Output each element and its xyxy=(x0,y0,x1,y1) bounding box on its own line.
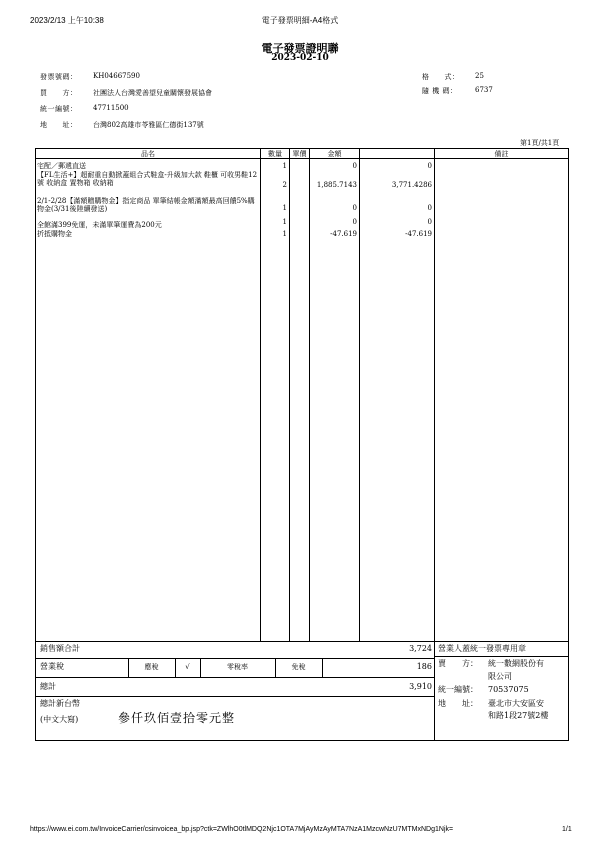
table-row-name: 2/1-2/28【滿額贈購物金】指定商品 單筆結帳金額滿額最高回饋5%購物金(3/31後陸續發送) xyxy=(37,197,255,213)
table-row-price: 1,885.7143 xyxy=(316,181,357,189)
invoice-date: 2023-02-10 xyxy=(271,53,329,63)
col-header-amount: 金額 xyxy=(327,150,342,158)
page-indicator: 第1頁/共1頁 xyxy=(520,139,560,147)
table-row-amount: 0 xyxy=(427,162,432,170)
taxable-check: √ xyxy=(185,663,190,671)
invoice-number: KH04667590 xyxy=(93,72,140,80)
table-row-qty: 1 xyxy=(282,204,287,212)
table-row-name: 折抵購物金 xyxy=(37,230,72,238)
seller-label: 賣 方： xyxy=(438,659,478,668)
tax-amount: 186 xyxy=(416,662,432,671)
table-row-qty: 1 xyxy=(282,162,287,170)
buyer-address-label: 地 址： xyxy=(40,121,78,129)
table-row-price: 0 xyxy=(352,162,357,170)
buyer-tax-id-label: 統一編號： xyxy=(40,105,78,113)
invoice-number-label: 發票號碼： xyxy=(40,73,78,81)
table-row-name: 宅配／郵遞直送 xyxy=(37,162,86,170)
table-row-name: 【FL生活+】超耐重自動掀蓋組合式鞋盒-升級加大款 鞋櫃 可收男鞋12號 收納盒 置物箱 收納箱 xyxy=(37,171,258,187)
table-row-amount: 0 xyxy=(427,218,432,226)
table-row-price: -47.619 xyxy=(330,230,357,238)
table-row-qty: 2 xyxy=(282,181,287,189)
total-ntd-label: 總計新台幣 xyxy=(40,699,80,708)
table-row-price: 0 xyxy=(352,218,357,226)
seller-name-line2: 限公司 xyxy=(488,672,512,681)
buyer-tax-id: 47711500 xyxy=(93,104,129,112)
sales-total: 3,724 xyxy=(409,644,432,653)
col-header-price: 單價 xyxy=(292,150,307,158)
print-url[interactable]: https://www.ei.com.tw/InvoiceCarrier/csinvoicea_bp.jsp?ctk=ZWlhO0tlMDQ2Njc1OTA7MjAyMzAyMTA7NzA1MzcwNzU7MTMxNDg1Njk= xyxy=(30,826,454,833)
buyer-label: 買 方： xyxy=(40,89,78,97)
table-row-qty: 1 xyxy=(282,218,287,226)
random-code-label: 隨 機 碼： xyxy=(422,87,458,95)
seller-tax-id-label: 統一編號： xyxy=(438,685,478,694)
sales-total-label: 銷售額合計 xyxy=(40,644,80,653)
seller-tax-id: 70537075 xyxy=(488,685,529,694)
table-row-price: 0 xyxy=(352,204,357,212)
total-label: 總計 xyxy=(40,682,56,691)
random-code: 6737 xyxy=(475,86,493,94)
col-header-note: 備註 xyxy=(494,150,509,158)
taxable-label: 應稅 xyxy=(144,663,159,671)
seller-address-line2: 和路1段27號2樓 xyxy=(488,711,549,720)
zero-rate-label: 零稅率 xyxy=(227,663,248,671)
table-row-amount: 3,771.4286 xyxy=(391,181,432,189)
seller-address-line1: 臺北市大安區安 xyxy=(488,699,544,708)
print-page-count: 1/1 xyxy=(562,826,572,833)
stamp-title: 營業人蓋統一發票專用章 xyxy=(438,644,526,653)
print-datetime: 2023/2/13 上午10:38 xyxy=(30,16,104,25)
table-row-amount: 0 xyxy=(427,204,432,212)
format-label: 格 式： xyxy=(422,73,460,81)
tax-label: 營業稅 xyxy=(40,662,64,671)
seller-name-line1: 統一數網股份有 xyxy=(488,659,544,668)
table-row-amount: -47.619 xyxy=(405,230,432,238)
col-header-qty: 數量 xyxy=(268,150,282,158)
format-value: 25 xyxy=(475,72,484,80)
print-tab-title: 電子發票明細-A4格式 xyxy=(261,16,339,25)
col-header-name: 品名 xyxy=(141,150,155,158)
table-row-name: 全館滿399免運，未滿單筆運費為200元 xyxy=(37,221,162,229)
buyer-address: 台灣802高雄市苓雅區仁德街137號 xyxy=(93,121,204,129)
exempt-label: 免稅 xyxy=(291,663,306,671)
invoice-title: 電子發票證明聯 xyxy=(261,42,339,55)
table-row-qty: 1 xyxy=(282,230,287,238)
total-amount: 3,910 xyxy=(409,682,432,691)
chinese-amount: 參仟玖佰壹拾零元整 xyxy=(118,711,236,725)
buyer-name: 社團法人台灣愛善望兒童關懷發展協會 xyxy=(93,89,212,97)
chinese-caps-label: (中文大寫) xyxy=(40,715,79,724)
seller-address-label: 地 址： xyxy=(438,699,478,708)
